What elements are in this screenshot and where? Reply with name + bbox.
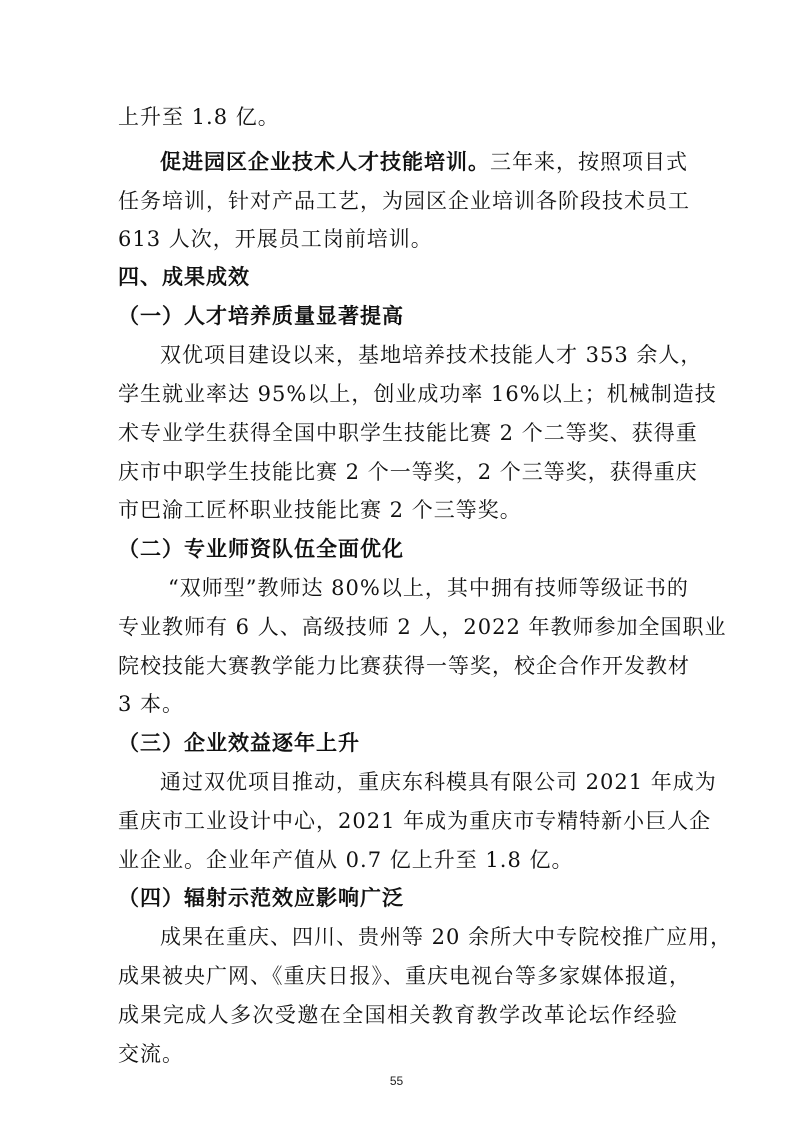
text-span: 三年来，按照项目式	[490, 150, 688, 174]
text-line: 成果完成人多次受邀在全国相关教育教学改革论坛作经验	[118, 1003, 678, 1027]
text-line: 双优项目建设以来，基地培养技术技能人才 353 余人，	[160, 343, 703, 367]
subsection-heading: （四）辐射示范效应影响广泛	[118, 886, 404, 910]
bold-lead: 促进园区企业技术人才技能培训。	[160, 150, 490, 174]
text-line: 市巴渝工匠杯职业技能比赛 2 个三等奖。	[118, 498, 522, 522]
text-line: 庆市中职学生技能比赛 2 个一等奖，2 个三等奖，获得重庆	[118, 460, 698, 484]
subsection-heading: （一）人才培养质量显著提高	[118, 304, 404, 328]
subsection-heading: （二）专业师资队伍全面优化	[118, 537, 404, 561]
subsection-heading: （三）企业效益逐年上升	[118, 731, 360, 755]
text-line: 上升至 1.8 亿。	[118, 105, 280, 129]
text-line: 术专业学生获得全国中职学生技能比赛 2 个二等奖、获得重	[118, 421, 698, 445]
text-line: 专业教师有 6 人、高级技师 2 人，2022 年教师参加全国职业	[118, 615, 727, 639]
text-line: 通过双优项目推动，重庆东科模具有限公司 2021 年成为	[160, 770, 717, 794]
text-line: 成果在重庆、四川、贵州等 20 余所大中专院校推广应用，	[160, 925, 733, 949]
text-line: 成果被央广网、《重庆日报》、重庆电视台等多家媒体报道，	[118, 964, 691, 988]
text-line: 3 本。	[118, 692, 185, 716]
section-heading: 四、成果成效	[118, 265, 250, 289]
text-line: 交流。	[118, 1042, 184, 1066]
text-line: 重庆市工业设计中心，2021 年成为重庆市专精特新小巨人企	[118, 809, 712, 833]
text-line: 院校技能大赛教学能力比赛获得一等奖，校企合作开发教材	[118, 654, 690, 678]
text-line: “双师型”教师达 80%以上，其中拥有技师等级证书的	[168, 576, 689, 600]
text-line: 613 人次，开展员工岗前培训。	[118, 227, 433, 251]
text-line: 业企业。企业年产值从 0.7 亿上升至 1.8 亿。	[118, 848, 574, 872]
page-number: 55	[389, 1074, 404, 1088]
text-line: 学生就业率达 95%以上，创业成功率 16%以上；机械制造技	[118, 382, 717, 406]
paragraph-line	[160, 149, 688, 175]
text-line: 任务培训，针对产品工艺，为园区企业培训各阶段技术员工	[118, 189, 690, 213]
